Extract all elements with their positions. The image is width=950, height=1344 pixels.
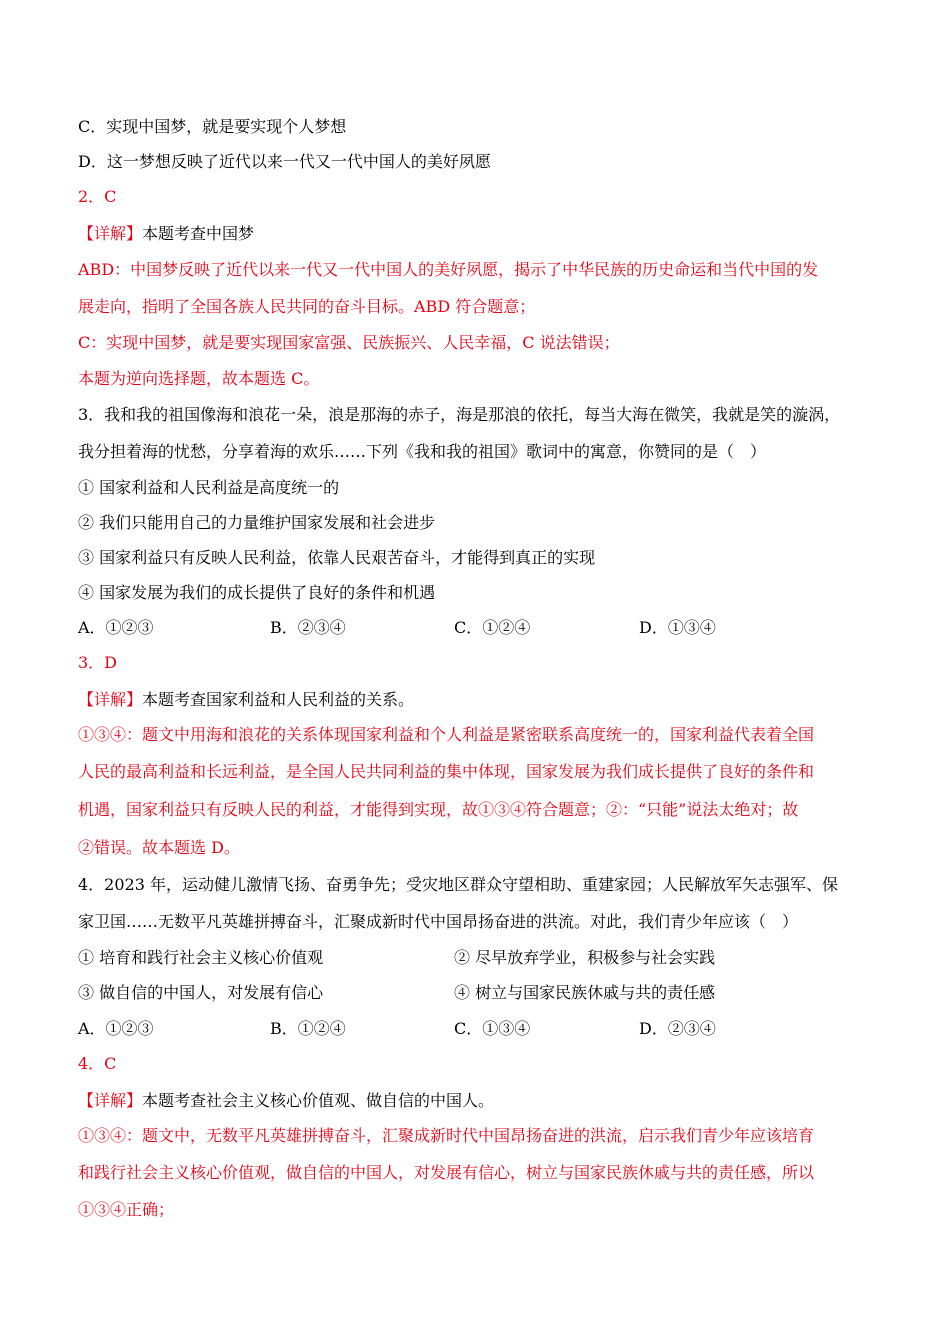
q4-stem-line: 家卫国……无数平凡英雄拼搏奋斗，汇聚成新时代中国昂扬奋进的洪流。对此，我们青少年应该（ ） [78,912,799,931]
detail-tag: 【详解】 [78,690,143,709]
q3-stem-line: 我分担着海的忧愁，分享着海的欢乐……下列《我和我的祖国》歌词中的寓意，你赞同的是（ ） [78,442,767,461]
q3-item-4: ④ 国家发展为我们的成长提供了良好的条件和机遇 [78,583,436,602]
q2-explanation-line: C：实现中国梦，就是要实现国家富强、民族振兴、人民幸福，C 说法错误； [78,333,620,352]
q4-explanation-line: 和践行社会主义核心价值观，做自信的中国人，对发展有信心，树立与国家民族休戚与共的责任感，所以 [78,1163,815,1182]
q3-choice-d: D．①③④ [639,618,716,637]
q3-explanation-line: 人民的最高利益和长远利益，是全国人民共同利益的集中体现，国家发展为我们成长提供了良好的条件和 [78,762,815,781]
q3-choice-c: C．①②④ [454,618,531,637]
detail-title: 本题考查社会主义核心价值观、做自信的中国人。 [142,1091,495,1110]
q4-item-2: ② 尽早放弃学业，积极参与社会实践 [454,948,716,967]
q4-choice-c: C．①③④ [454,1019,531,1038]
q3-choice-a: A．①②③ [78,618,154,637]
q3-choice-b: B．②③④ [270,618,346,637]
q3-answer: 3．D [78,653,118,672]
detail-tag: 【详解】 [78,1091,143,1110]
q4-choice-b: B．①②④ [270,1019,346,1038]
q2-explanation-line: 本题为逆向选择题，故本题选 C。 [78,369,320,388]
q2-detail-heading [78,224,254,244]
q3-explanation-line: ①③④：题文中用海和浪花的关系体现国家利益和个人利益是紧密联系高度统一的，国家利益代表着全国 [78,725,815,744]
q4-choice-d: D．②③④ [639,1019,716,1038]
q2-answer: 2．C [78,187,117,206]
q4-item-3: ③ 做自信的中国人，对发展有信心 [78,983,324,1002]
q4-explanation-line: ①③④：题文中，无数平凡英雄拼搏奋斗，汇聚成新时代中国昂扬奋进的洪流，启示我们青少年应该培育 [78,1126,815,1145]
q4-item-1: ① 培育和践行社会主义核心价值观 [78,948,324,967]
detail-title: 本题考查国家利益和人民利益的关系。 [142,690,415,709]
detail-tag: 【详解】 [78,224,143,243]
q1-option-c: C．实现中国梦，就是要实现个人梦想 [78,117,347,136]
q4-stem-line: 4．2023 年，运动健儿激情飞扬、奋勇争先；受灾地区群众守望相助、重建家园；人民解放军矢志强军、保 [78,875,838,894]
q3-stem-line: 3．我和我的祖国像海和浪花一朵，浪是那海的赤子，海是那浪的依托，每当大海在微笑，我就是笑的漩涡， [78,405,841,424]
q2-explanation-line: 展走向，指明了全国各族人民共同的奋斗目标。ABD 符合题意； [78,297,536,316]
q3-item-1: ① 国家利益和人民利益是高度统一的 [78,478,340,497]
q3-detail-heading [78,690,414,710]
q3-item-2: ② 我们只能用自己的力量维护国家发展和社会进步 [78,513,436,532]
q4-answer: 4．C [78,1054,117,1073]
q4-explanation-line: ①③④正确； [78,1200,175,1219]
q4-choice-a: A．①②③ [78,1019,154,1038]
q3-explanation-line: 机遇，国家利益只有反映人民的利益，才能得到实现，故①③④符合题意；②：“只能”说法太绝对；故 [78,800,799,819]
q3-item-3: ③ 国家利益只有反映人民利益，依靠人民艰苦奋斗，才能得到真正的实现 [78,548,596,567]
q1-option-d: D．这一梦想反映了近代以来一代又一代中国人的美好夙愿 [78,152,491,171]
q4-item-4: ④ 树立与国家民族休戚与共的责任感 [454,983,716,1002]
q2-explanation-line: ABD：中国梦反映了近代以来一代又一代中国人的美好夙愿，揭示了中华民族的历史命运和当代中国的发 [78,260,819,279]
detail-title: 本题考查中国梦 [142,224,255,243]
q4-detail-heading [78,1091,494,1111]
q3-explanation-line: ②错误。故本题选 D。 [78,838,240,857]
